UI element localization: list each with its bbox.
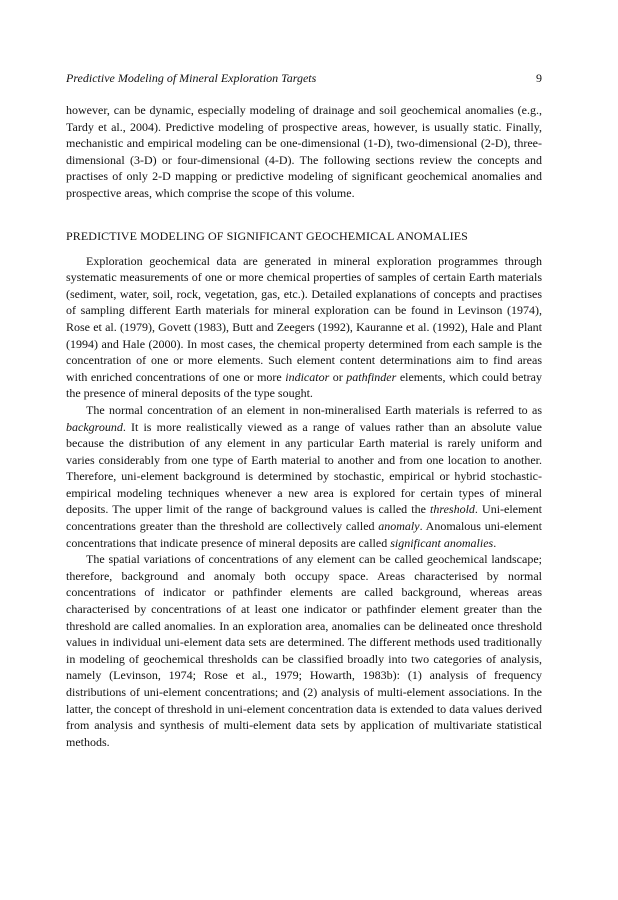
p2-text-a: The normal concentration of an element in non-mineralised Earth materials is referred to as: [86, 402, 542, 417]
intro-paragraph: however, can be dynamic, especially modeling of drainage and soil geochemical anomalies (e.g., Tardy et al., 2004). Predictive modeling of prospective areas, however, is usually static. Finally, mechanistic and empirical modeling can be one-dimensional (1-D), two-dimensional (2-D), three-dimensional (3-D) or four-dimensional (4-D). The following sections review the concepts and practises of only 2-D mapping or predictive modeling of significant geochemical anomalies and prospective areas, which comprise the scope of this volume.: [66, 103, 542, 200]
term-anomaly: anomaly: [378, 519, 420, 534]
term-significant-anomalies: significant anomalies: [390, 535, 494, 550]
paragraph-background: [66, 402, 542, 551]
p2-text-d: . Anomalous uni-element concentrations that indicate presence of mineral deposits are called: [66, 519, 543, 550]
running-head: Predictive Modeling of Mineral Exploration Targets: [66, 71, 317, 85]
term-pathfinder: pathfinder: [346, 369, 397, 384]
section-heading: PREDICTIVE MODELING OF SIGNIFICANT GEOCHEMICAL ANOMALIES: [66, 228, 468, 243]
term-threshold: threshold: [430, 502, 475, 517]
paragraph-geochemical-landscape: The spatial variations of concentrations of any element can be called geochemical landscape; therefore, background and anomaly both occupy space. Areas characterised by normal concentrations of indicator or pathfinder elements are called background, whereas areas characterised by concentrations of at least one indicator or pathfinder element greater than the threshold are called anomalies. In an exploration area, anomalies can be delineated once threshold values in individual uni-element data sets are determined. The different methods used traditionally in modeling of geochemical thresholds can be classified broadly into two categories of analysis, namely (Levinson, 1974; Rose et al., 1979; Howarth, 1983b): (1) analysis of frequency distributions of uni-element concentrations; and (2) analysis of multi-element associations. In the latter, the concept of threshold in uni-element concentration data is extended to data values derived from analysis and synthesis of multi-element data sets by application of multivariate statistical methods.: [66, 552, 542, 749]
p1-text-c: elements, which could betray the presence of mineral deposits of the type sought.: [66, 369, 543, 401]
term-indicator: indicator: [285, 369, 330, 384]
p2-text-b: . It is more realistically viewed as a range of values rather than an absolute value because the distribution of any element in any particular Earth material is rarely uniform and varies considerably from one type of Earth material to another and from one location to another. Therefore, uni-element background is determined by stochastic, empirical or hybrid stochastic-empirical modeling techniques whenever a new area is explored for certain types of mineral deposits. The upper limit of the range of background values is called the: [66, 419, 542, 517]
page-number: 9: [536, 71, 542, 85]
term-background: background: [66, 419, 123, 434]
paragraph-exploration-data: [66, 253, 542, 402]
p1-text-a: Exploration geochemical data are generated in mineral exploration programmes through systematic measurements of one or more chemical properties of samples of certain Earth materials (sediment, water, soil, rock, vegetation, gas, etc.). Detailed explanations of concepts and practises of sampling different Earth materials for mineral exploration can be found in Levinson (1974), Rose et al. (1979), Govett (1983), Butt and Zeegers (1992), Kauranne et al. (1992), Hale and Plant (1994) and Hale (2000). In most cases, the chemical property determined from each sample is the concentration of one or more elements. Such element content determinations aim to find areas with enriched concentrations of one or more: [66, 253, 542, 384]
p1-text-b: or: [329, 369, 347, 384]
page-body: [66, 102, 542, 750]
p2-text-c: . Uni-element concentrations greater than the threshold are collectively called: [66, 502, 543, 534]
p2-text-e: .: [493, 535, 497, 550]
